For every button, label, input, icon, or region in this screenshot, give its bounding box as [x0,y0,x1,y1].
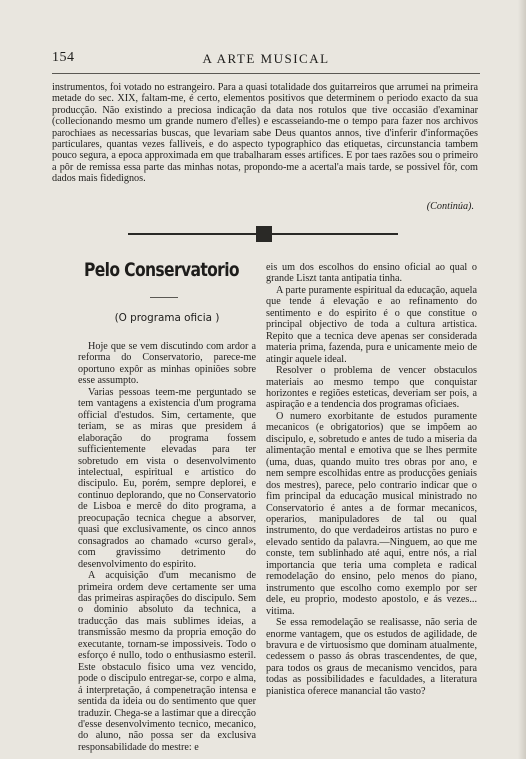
section-divider [128,226,398,242]
divider-ornament [256,226,272,242]
paragraph: O numero exorbitante de estudos puramente mecanicos (e obrigatorios) que se impõem ao discipulo, e, sobretudo e antes de tudo a miseria da alimentação mental e emotiva que se lhes permite (uma, duas, quando muito tres obras por ano, e nem sempre escolhidas entre as producções geniais dos mestres), parece, pelo contrario indicar que o fim principal da educação musical ministrado no Conservatorio é antes a de formar mecanicos, operarios, manipuladores de tal ou qual instrumento, do que verdadeiros artistas no puro e elevado sentido da palavra.—Ninguem, ao que me conste, tem sublinhado até aqui, entre nós, a rial importancia que teria uma completa e radical remodelação do ensino, pelo menos do piano, instrumento que escolho como exemplo por ser dele, eu proprio, modesto apostolo, e ás vezes... vitima. [266,410,477,617]
page-header [52,50,480,68]
article-title: Pelo Conservatorio [84,259,239,281]
paragraph: A parte puramente espiritual da educação, aquela que tende á elevação e ao refinamento do sentimento e do espirito é o que constitue o principal objectivo de toda a cultura artistica. Repito que a tecnica deve apenas ser considerada materia prima, fazenda, pura e unicamente meio de atingir aquele ideal. [266,284,477,365]
running-title: A ARTE MUSICAL [202,51,330,66]
title-rule [150,297,178,298]
right-column [266,262,477,697]
paragraph: A acquisição d'um mecanismo de primeira ordem deve certamente ser uma das primeiras aspirações do discipulo. Sem o dominio absoluto da technica, a traducção das mais sublimes ideias, a transmissão mesmo da propria emoção do executante, tornam-se impossiveis. Todo o esforço é nullo, todo o enthusiasmo esteril. Este obstaculo fisico uma vez vencido, pode o discipulo entregar-se, corpo e alma, á interpretação, á compenetração intensa e sentida da ideia ou do sentimento que quer traduzir. Chega-se a lastimar que a direcção d'esse desenvolvimento tecnico, mecanico, do aluno, não possa ser da exclusiva responsabilidade do mestre: e [78,570,256,753]
left-column-body [78,341,256,753]
paragraph: eis um dos escolhos do ensino oficial ao qual o grande Liszt tanta antipatia tinha. [266,262,477,285]
paragraph: Varias pessoas teem-me perguntado se tem vantagens a existencia d'um programa official d'estudos. Sim, certamente, que teriam, se as miras que presidem á elaboração do programa fossem sufficientemente elevadas para ter sobretudo em vista o desenvolvimento intelectual, espiritual e artistico do discipulo. Eu, porém, sempre deplorei, e continuo deplorando, que no Conservatorio de Lisboa e mercê do dito programa, a preocupação tecnica chegue a absorver, quasi que exclusivamente, os cinco annos consagrados ao chamado «curso geral», com gravissimo detrimento do desenvolvimento do espirito. [78,386,256,570]
page-number: 154 [52,50,75,65]
article-subtitle: (O programa oficia ) [114,312,220,324]
paragraph: Resolver o problema de vencer obstaculos materiais ao mesmo tempo que conquistar horizontes e regiões esteticas, deveriam ser pois, a aspiração e a tendencia dos programas oficiaes. [266,365,477,411]
paragraph: Hoje que se vem discutindo com ardor a reforma do Conservatorio, parece-me oportuno expôr as minhas opiniões sobre esse assumpto. [78,341,256,387]
paragraph: Se essa remodelação se realisasse, não seria de enorme vantagem, que os estudos de agilidade, de bravura e de virtuosismo que dominam atualmente, cedessem o passo ás obras trascendentes, de que, para todos os graus de mecanismo vencidos, para todas as possibilidades e faculdades, a literatura pianistica oferece manancial tão vasto? [266,617,477,697]
continued-article-paragraph: instrumentos, foi votado no estrangeiro. Para a quasi totalidade dos guitarreiros que arrumei na primeira metade do sec. XIX, faltam-me, é certo, elementos positivos que determinem o periodo exacto da sua producção. Não existindo a preciosa indicação da data nos rotulos que tive occasião d'examinar (collecionando mesmo um grande numero d'elles) e escasseiando-me o tempo para fazer nos archivos parochiaes as necessarias buscas, que levariam sabe Deus quantos annos, tive d'inferir d'informações particulares, quantas vezes falliveis, e do aspecto typographico das etiquetas, circunstancia tambem pouco segura, a epoca approximada em que trabalharam esses artifices. E por taes razões sou o primeiro a pôr de remissa essa parte das minhas notas, propondo-me a acertal'a mais tarde, se possivel fôr, com dados mais fidedignos. [52,82,478,185]
continua-note: (Continúa). [426,201,474,212]
header-rule [52,73,480,74]
page-edge-shadow [518,0,526,759]
